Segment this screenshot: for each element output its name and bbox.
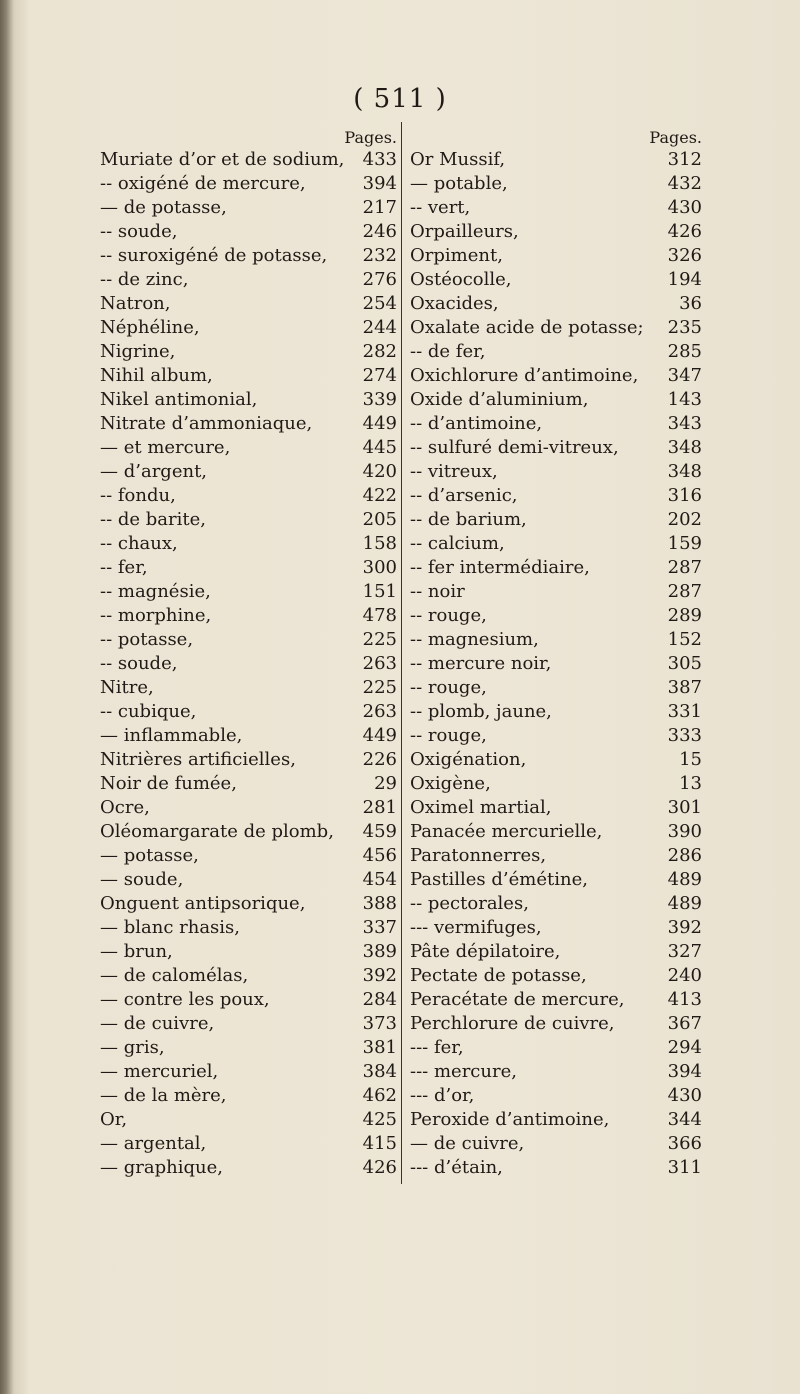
index-term: Nitre,: [100, 677, 154, 698]
index-entry: [100, 148, 397, 172]
index-term: — soude,: [100, 869, 184, 890]
index-page-number: 394: [667, 1061, 702, 1082]
index-page-number: 287: [667, 581, 702, 602]
index-entry: [100, 1132, 397, 1156]
index-entry: [100, 1156, 397, 1180]
index-term: -- potasse,: [100, 629, 194, 650]
index-page-number: 316: [667, 485, 702, 506]
index-term: Ocre,: [100, 797, 150, 818]
index-page-number: 348: [667, 461, 702, 482]
index-term: -- de barium,: [410, 509, 527, 530]
index-entry: [410, 1108, 702, 1132]
index-entry: [410, 316, 702, 340]
index-page-number: 284: [362, 989, 397, 1010]
index-page-number: 226: [362, 749, 397, 770]
index-page-number: 254: [362, 293, 397, 314]
index-term: Panacée mercurielle,: [410, 821, 603, 842]
index-term: — argental,: [100, 1133, 207, 1154]
index-entry: [410, 556, 702, 580]
index-term: -- pectorales,: [410, 893, 529, 914]
index-term: Nitrate d’ammoniaque,: [100, 413, 313, 434]
index-term: -- magnésie,: [100, 581, 211, 602]
index-entry: [100, 556, 397, 580]
index-entry: [100, 1012, 397, 1036]
index-entry: [410, 1132, 702, 1156]
index-term: -- rouge,: [410, 677, 487, 698]
index-entry: [100, 892, 397, 916]
index-entry: [410, 820, 702, 844]
index-term: Peracétate de mercure,: [410, 989, 625, 1010]
index-entry: [410, 628, 702, 652]
index-entry: [100, 604, 397, 628]
index-term: — de cuivre,: [410, 1133, 525, 1154]
index-page-number: 456: [362, 845, 397, 866]
index-term: -- vitreux,: [410, 461, 498, 482]
index-page-number: 413: [667, 989, 702, 1010]
index-term: — inflammable,: [100, 725, 243, 746]
index-term: Néphéline,: [100, 317, 200, 338]
index-entry: [100, 268, 397, 292]
index-page-number: 432: [667, 173, 702, 194]
index-page-number: 205: [362, 509, 397, 530]
index-entry: [100, 724, 397, 748]
index-page-number: 337: [362, 917, 397, 938]
index-entry: [410, 1036, 702, 1060]
index-page-number: 339: [362, 389, 397, 410]
index-entry: [100, 1108, 397, 1132]
index-entry: [410, 1156, 702, 1180]
index-term: — potable,: [410, 173, 508, 194]
index-page-number: 36: [679, 293, 702, 314]
left-column: [100, 128, 397, 1180]
index-entry: [100, 628, 397, 652]
index-page-number: 300: [362, 557, 397, 578]
index-entry: [100, 484, 397, 508]
index-entry: [410, 292, 702, 316]
index-page-number: 217: [362, 197, 397, 218]
index-entry: [100, 364, 397, 388]
index-page-number: 194: [667, 269, 702, 290]
index-page-number: 347: [667, 365, 702, 386]
index-term: Perchlorure de cuivre,: [410, 1013, 615, 1034]
index-page-number: 235: [667, 317, 702, 338]
index-term: Oximel martial,: [410, 797, 552, 818]
index-page-number: 225: [362, 629, 397, 650]
index-entry: [100, 436, 397, 460]
index-entry: [100, 340, 397, 364]
index-page-number: 305: [667, 653, 702, 674]
index-entry: [410, 652, 702, 676]
index-entry: [410, 868, 702, 892]
right-entry-list: [410, 148, 702, 1180]
index-entry: [410, 772, 702, 796]
index-entry: [410, 508, 702, 532]
index-entry: [100, 460, 397, 484]
index-page-number: 143: [667, 389, 702, 410]
index-page-number: 240: [667, 965, 702, 986]
index-page-number: 459: [362, 821, 397, 842]
index-entry: [410, 964, 702, 988]
index-page-number: 232: [362, 245, 397, 266]
index-entry: [410, 916, 702, 940]
index-entry: [410, 460, 702, 484]
index-term: Noir de fumée,: [100, 773, 237, 794]
index-entry: [100, 796, 397, 820]
index-entry: [100, 388, 397, 412]
right-column-header: Pages.: [649, 128, 702, 147]
index-entry: [410, 724, 702, 748]
index-page-number: 244: [362, 317, 397, 338]
index-entry: [410, 940, 702, 964]
index-page-number: 415: [362, 1133, 397, 1154]
index-entry: [410, 796, 702, 820]
index-term: -- magnesium,: [410, 629, 539, 650]
index-page-number: 430: [667, 197, 702, 218]
index-page-number: 311: [667, 1157, 702, 1178]
index-term: -- fer,: [100, 557, 148, 578]
index-term: — graphique,: [100, 1157, 223, 1178]
index-entry: [100, 316, 397, 340]
index-entry: [410, 988, 702, 1012]
index-term: — gris,: [100, 1037, 165, 1058]
index-term: Or Mussif,: [410, 149, 506, 170]
index-entry: [100, 220, 397, 244]
index-entry: [410, 412, 702, 436]
index-entry: [410, 244, 702, 268]
index-entry: [100, 868, 397, 892]
index-term: Nigrine,: [100, 341, 176, 362]
index-page-number: 225: [362, 677, 397, 698]
index-entry: [100, 1036, 397, 1060]
index-term: Paratonnerres,: [410, 845, 547, 866]
index-term: — blanc rhasis,: [100, 917, 241, 938]
index-term: Onguent antipsorique,: [100, 893, 306, 914]
index-term: -- calcium,: [410, 533, 505, 554]
index-entry: [410, 748, 702, 772]
index-page-number: 301: [667, 797, 702, 818]
page-number: ( 511 ): [353, 84, 447, 114]
index-page-number: 449: [362, 413, 397, 434]
index-entry: [100, 844, 397, 868]
left-entry-list: [100, 148, 397, 1180]
index-page-number: 373: [362, 1013, 397, 1034]
index-term: — brun,: [100, 941, 173, 962]
index-term: Oxigène,: [410, 773, 491, 794]
index-page-number: 286: [667, 845, 702, 866]
index-term: -- de zinc,: [100, 269, 189, 290]
index-term: Ostéocolle,: [410, 269, 512, 290]
index-entry: [100, 412, 397, 436]
index-page-number: 274: [362, 365, 397, 386]
index-term: — de potasse,: [100, 197, 227, 218]
index-term: -- oxigéné de mercure,: [100, 173, 306, 194]
index-page-number: 289: [667, 605, 702, 626]
index-entry: [100, 244, 397, 268]
index-page-number: 390: [667, 821, 702, 842]
index-page-number: 282: [362, 341, 397, 362]
index-entry: [410, 220, 702, 244]
index-page-number: 392: [362, 965, 397, 986]
index-term: -- d’arsenic,: [410, 485, 518, 506]
index-term: — potasse,: [100, 845, 199, 866]
index-page-number: 384: [362, 1061, 397, 1082]
index-entry: [410, 676, 702, 700]
index-term: -- morphine,: [100, 605, 212, 626]
index-page-number: 202: [667, 509, 702, 530]
index-page-number: 285: [667, 341, 702, 362]
index-page-number: 433: [362, 149, 397, 170]
index-term: --- mercure,: [410, 1061, 517, 1082]
index-term: -- soude,: [100, 221, 178, 242]
index-term: Pâte dépilatoire,: [410, 941, 561, 962]
index-entry: [410, 1060, 702, 1084]
index-term: Nihil album,: [100, 365, 213, 386]
index-page-number: 422: [362, 485, 397, 506]
index-term: -- mercure noir,: [410, 653, 552, 674]
index-term: -- plomb, jaune,: [410, 701, 552, 722]
index-page-number: 462: [362, 1085, 397, 1106]
index-term: — mercuriel,: [100, 1061, 219, 1082]
index-term: Orpiment,: [410, 245, 503, 266]
index-term: Nitrières artificielles,: [100, 749, 296, 770]
index-entry: [410, 532, 702, 556]
index-entry: [100, 172, 397, 196]
index-entry: [410, 580, 702, 604]
index-term: -- sulfuré demi-vitreux,: [410, 437, 619, 458]
index-page-number: 343: [667, 413, 702, 434]
index-page-number: 331: [667, 701, 702, 722]
index-term: -- rouge,: [410, 605, 487, 626]
index-entry: [100, 988, 397, 1012]
index-term: Oléomargarate de plomb,: [100, 821, 334, 842]
index-term: -- de fer,: [410, 341, 486, 362]
index-term: Peroxide d’antimoine,: [410, 1109, 610, 1130]
index-page-number: 489: [667, 893, 702, 914]
index-entry: [410, 1012, 702, 1036]
index-page-number: 449: [362, 725, 397, 746]
index-entry: [410, 148, 702, 172]
index-entry: [410, 364, 702, 388]
index-page-number: 489: [667, 869, 702, 890]
index-page-number: 263: [362, 653, 397, 674]
index-page-number: 388: [362, 893, 397, 914]
index-entry: [410, 892, 702, 916]
index-page-number: 344: [667, 1109, 702, 1130]
index-page-number: 151: [362, 581, 397, 602]
index-page-number: 392: [667, 917, 702, 938]
index-term: -- cubique,: [100, 701, 197, 722]
index-entry: [410, 172, 702, 196]
index-term: Oxichlorure d’antimoine,: [410, 365, 639, 386]
index-term: Orpailleurs,: [410, 221, 519, 242]
index-entry: [100, 964, 397, 988]
index-term: Nikel antimonial,: [100, 389, 258, 410]
index-entry: [410, 844, 702, 868]
index-entry: [100, 1060, 397, 1084]
index-entry: [410, 340, 702, 364]
index-page-number: 246: [362, 221, 397, 242]
index-page-number: 420: [362, 461, 397, 482]
index-page-number: 333: [667, 725, 702, 746]
index-term: --- d’or,: [410, 1085, 475, 1106]
index-page-number: 159: [667, 533, 702, 554]
index-page-number: 381: [362, 1037, 397, 1058]
index-entry: [100, 580, 397, 604]
right-column: [410, 128, 702, 1180]
index-page-number: 276: [362, 269, 397, 290]
index-term: Pastilles d’émétine,: [410, 869, 588, 890]
index-term: -- suroxigéné de potasse,: [100, 245, 328, 266]
index-page-number: 389: [362, 941, 397, 962]
index-entry: [410, 484, 702, 508]
index-entry: [410, 388, 702, 412]
index-term: -- noir: [410, 581, 465, 602]
index-entry: [100, 508, 397, 532]
index-term: Oxacides,: [410, 293, 499, 314]
index-page-number: 327: [667, 941, 702, 962]
index-page-number: 287: [667, 557, 702, 578]
index-page-number: 430: [667, 1085, 702, 1106]
index-page-number: 387: [667, 677, 702, 698]
index-term: — d’argent,: [100, 461, 208, 482]
index-entry: [100, 700, 397, 724]
index-page-number: 367: [667, 1013, 702, 1034]
index-entry: [100, 748, 397, 772]
index-term: --- vermifuges,: [410, 917, 542, 938]
index-term: -- vert,: [410, 197, 471, 218]
index-term: Natron,: [100, 293, 171, 314]
index-entry: [410, 700, 702, 724]
index-entry: [100, 940, 397, 964]
index-page-number: 281: [362, 797, 397, 818]
index-page-number: 445: [362, 437, 397, 458]
index-entry: [100, 292, 397, 316]
index-term: -- chaux,: [100, 533, 178, 554]
index-term: Muriate d’or et de sodium,: [100, 149, 345, 170]
column-divider: [401, 122, 402, 1184]
index-entry: [410, 604, 702, 628]
index-page-number: 366: [667, 1133, 702, 1154]
index-page-number: 294: [667, 1037, 702, 1058]
index-entry: [100, 676, 397, 700]
index-entry: [100, 532, 397, 556]
index-entry: [410, 436, 702, 460]
index-entry: [100, 196, 397, 220]
index-entry: [410, 268, 702, 292]
index-term: — de calomélas,: [100, 965, 249, 986]
index-entry: [100, 652, 397, 676]
index-page-number: 348: [667, 437, 702, 458]
index-term: -- de barite,: [100, 509, 207, 530]
index-page-number: 454: [362, 869, 397, 890]
index-term: Pectate de potasse,: [410, 965, 587, 986]
left-column-header: Pages.: [344, 128, 397, 147]
index-entry: [100, 1084, 397, 1108]
index-page-number: 29: [374, 773, 397, 794]
index-page-number: 152: [667, 629, 702, 650]
index-term: — et mercure,: [100, 437, 231, 458]
index-term: -- soude,: [100, 653, 178, 674]
index-page-number: 312: [667, 149, 702, 170]
index-entry: [410, 196, 702, 220]
index-term: — de la mère,: [100, 1085, 227, 1106]
index-entry: [100, 772, 397, 796]
index-page-number: 326: [667, 245, 702, 266]
index-term: --- d’étain,: [410, 1157, 503, 1178]
index-page-number: 158: [362, 533, 397, 554]
index-page-number: 394: [362, 173, 397, 194]
index-page-number: 426: [667, 221, 702, 242]
index-entry: [100, 820, 397, 844]
index-term: — contre les poux,: [100, 989, 270, 1010]
index-term: Or,: [100, 1109, 128, 1130]
index-entry: [410, 1084, 702, 1108]
index-term: Oxide d’aluminium,: [410, 389, 589, 410]
index-page-number: 263: [362, 701, 397, 722]
index-page-number: 15: [679, 749, 702, 770]
index-term: -- rouge,: [410, 725, 487, 746]
index-entry: [100, 916, 397, 940]
index-term: Oxigénation,: [410, 749, 527, 770]
index-page-number: 426: [362, 1157, 397, 1178]
index-term: Oxalate acide de potasse;: [410, 317, 644, 338]
index-term: --- fer,: [410, 1037, 464, 1058]
index-page-number: 425: [362, 1109, 397, 1130]
index-term: — de cuivre,: [100, 1013, 215, 1034]
index-term: -- d’antimoine,: [410, 413, 543, 434]
index-page-number: 13: [679, 773, 702, 794]
index-page-number: 478: [362, 605, 397, 626]
index-term: -- fondu,: [100, 485, 176, 506]
index-term: -- fer intermédiaire,: [410, 557, 590, 578]
